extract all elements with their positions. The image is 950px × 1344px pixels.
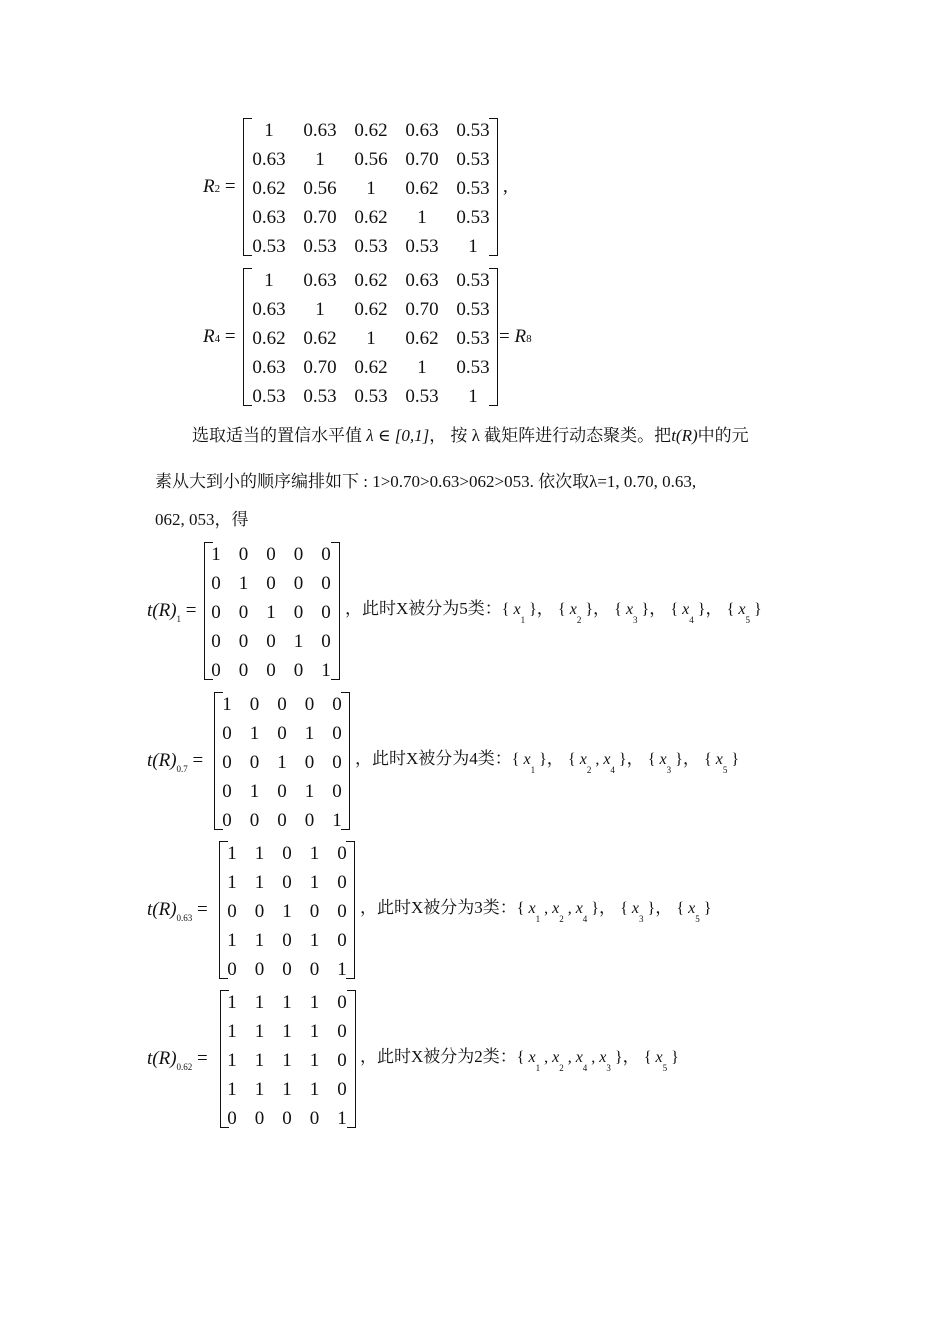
matrix-cell: 1 [315, 149, 325, 170]
matrix-cell: 0 [222, 781, 232, 802]
matrix-cell: 0 [238, 631, 249, 652]
group-separator: ， [626, 749, 648, 768]
matrix-cell: 1 [254, 930, 265, 951]
matrix-cell: 0 [309, 1108, 320, 1129]
matrix-cell: 0.63 [405, 120, 439, 141]
group-separator: ， [655, 898, 677, 917]
paragraph-text-a: 选取适当的置信水平值 [192, 426, 362, 445]
matrix-cell: 0 [277, 694, 287, 715]
matrix-cell: 0.63 [252, 207, 286, 228]
matrix-cell: 0 [304, 810, 315, 831]
matrix-cell: 0 [211, 573, 221, 594]
matrix-cell: 0 [222, 810, 232, 831]
matrix-cell: 0 [277, 810, 287, 831]
matrix-cell: 0 [321, 573, 331, 594]
matrix-cell: 1 [282, 1079, 292, 1100]
matrix-cell: 1 [309, 1050, 320, 1071]
cut-matrix-lhs [147, 750, 203, 774]
matrix-cell: 0 [254, 1108, 265, 1129]
matrix-cell: 0.53 [456, 178, 490, 199]
x-subscript: 5 [745, 615, 751, 625]
x-variable: x [682, 601, 690, 618]
x-subscript: 2 [559, 914, 564, 924]
matrix-cell: 0 [266, 573, 276, 594]
matrix-cell: 0.53 [456, 120, 490, 141]
matrix-cell: 1 [321, 660, 331, 681]
cluster-group: { $x_1$ } [501, 601, 537, 625]
x-subscript: 1 [535, 914, 541, 924]
matrix-cell: 0 [337, 992, 347, 1013]
matrix-cell: 0.70 [405, 149, 439, 170]
matrix-cell: 0.53 [252, 386, 286, 407]
x-variable: x [552, 1049, 560, 1066]
matrix-cell: 0.53 [456, 357, 490, 378]
matrix-cell: 1 [282, 1021, 292, 1042]
matrix-cell: 0.62 [354, 207, 388, 228]
matrix-cell: 1 [264, 270, 274, 291]
tr-symbol: t(R) [671, 426, 698, 445]
cut-matrix-lhs [147, 899, 208, 923]
x-subscript: 5 [662, 1063, 668, 1073]
caption-text: ，此时X被分为3类： [360, 898, 517, 917]
matrix-cell: 0.63 [405, 270, 439, 291]
matrix-cell: 0 [222, 752, 232, 773]
matrix-cell: 0.53 [303, 386, 337, 407]
matrix-cell: 0.70 [303, 207, 337, 228]
caption-text: ，此时X被分为4类： [355, 749, 512, 768]
caption-text: ，此时X被分为2类： [360, 1047, 517, 1066]
matrix-cell: 0 [282, 872, 292, 893]
matrix-subscript: 4 [214, 333, 221, 345]
matrix-cell: 1 [227, 930, 237, 951]
matrix-cell: 0.70 [303, 357, 337, 378]
matrix-symbol: R [514, 326, 527, 347]
matrix-cell: 0.63 [252, 149, 286, 170]
matrix-cell: 0 [304, 752, 315, 773]
matrix-cell: 0 [309, 901, 320, 922]
matrix-cell: 0 [321, 544, 331, 565]
matrix-cell: 0 [277, 723, 287, 744]
matrix-cell: 0.53 [456, 270, 490, 291]
matrix-cell: 1 [266, 602, 276, 623]
cluster-group: { $x_5$ } [676, 900, 712, 924]
matrix-cell: 1 [227, 1079, 237, 1100]
cluster-group: { $x_3$ } [647, 751, 683, 775]
matrix-cell: 0.53 [252, 236, 286, 257]
matrix-cell: 1 [264, 120, 274, 141]
x-variable: x [738, 601, 746, 618]
matrix-cell: 0 [337, 1021, 347, 1042]
matrix-cell: 0.63 [303, 270, 337, 291]
cluster-group: { $x_3$ } [620, 900, 656, 924]
x-variable: x [528, 900, 536, 917]
x-variable: x [569, 601, 577, 618]
x-subscript: 3 [606, 1063, 611, 1073]
matrix-cell: 0 [249, 810, 260, 831]
matrix-cell: 1 [254, 1050, 265, 1071]
matrix-cell: 1 [315, 299, 325, 320]
matrix-cell: 0 [332, 723, 342, 744]
matrix-cell: 0 [293, 544, 304, 565]
matrix-cell: 0 [266, 631, 276, 652]
lambda-range: λ ∈ [0,1] [366, 426, 430, 445]
x-subscript: 2 [576, 615, 582, 625]
caption-text: ，此时X被分为5类： [345, 599, 502, 618]
matrix-cell: 0.62 [354, 120, 388, 141]
matrix-cell: 1 [227, 872, 237, 893]
x-subscript: 4 [582, 914, 588, 924]
x-subscript: 5 [695, 914, 700, 924]
matrix-cell: 1 [254, 843, 265, 864]
x-subscript: 3 [639, 914, 644, 924]
x-variable: x [575, 900, 583, 917]
matrix-subscript: 8 [526, 333, 532, 345]
matrix-cell: 1 [254, 1079, 265, 1100]
cluster-caption [345, 598, 762, 625]
x-variable: x [603, 751, 611, 768]
matrix-cell: 0.53 [303, 236, 337, 257]
x-subscript: 5 [722, 765, 728, 775]
matrix-cell: 0.62 [252, 328, 286, 349]
equals-sign: = [192, 1048, 208, 1069]
matrix-cell: 1 [468, 236, 478, 257]
matrix-cell: 0.53 [354, 386, 388, 407]
equals-sign: = [499, 326, 515, 347]
matrix-cell: 1 [227, 992, 237, 1013]
matrix-cell: 0 [282, 843, 292, 864]
cluster-caption [360, 897, 712, 924]
x-variable: x [655, 1049, 663, 1066]
matrix-cell: 0 [211, 602, 221, 623]
matrix-cell: 0 [227, 901, 237, 922]
matrix-cell: 0.62 [354, 270, 388, 291]
matrix-cell: 1 [332, 810, 342, 831]
x-variable: x [631, 900, 640, 917]
group-separator: ， [682, 749, 705, 768]
x-variable: x [599, 1049, 607, 1066]
cut-level: 1 [176, 614, 182, 624]
matrix-cell: 1 [222, 694, 232, 715]
matrix-cell: 0 [254, 959, 265, 980]
matrix-cell: 0 [282, 930, 292, 951]
x-subscript: 4 [610, 765, 615, 775]
cut-level: 0.62 [176, 1062, 193, 1072]
matrix-cell: 0 [321, 631, 331, 652]
matrix-cell: 1 [304, 723, 315, 744]
matrix-cell: 0 [254, 901, 265, 922]
cut-level: 0.7 [176, 764, 188, 774]
matrix-cell: 0 [332, 781, 342, 802]
matrix-cell: 0 [332, 752, 342, 773]
matrix-cell: 1 [227, 1050, 237, 1071]
group-separator: ， [705, 599, 727, 618]
x-variable: x [715, 751, 723, 768]
matrix-cell: 1 [282, 901, 292, 922]
matrix-cell: 0 [337, 1079, 347, 1100]
matrix-cell: 1 [304, 781, 315, 802]
matrix-cell: 1 [468, 386, 478, 407]
matrix-cell: 0.56 [354, 149, 388, 170]
matrix-cell: 1 [366, 178, 376, 199]
matrix-cell: 0 [337, 930, 347, 951]
group-separator: ， [536, 599, 559, 618]
matrix-cell: 0.56 [303, 178, 337, 199]
matrix-cell: 0.63 [252, 357, 286, 378]
x-subscript: 2 [559, 1063, 564, 1073]
x-subscript: 1 [535, 1063, 541, 1073]
matrix-cell: 0.53 [456, 149, 490, 170]
matrix-cell: 1 [366, 328, 376, 349]
matrix-cell: 0 [211, 660, 221, 681]
paragraph-line-1 [192, 425, 749, 447]
equals-sign: = [181, 600, 197, 621]
matrix-cell: 0 [282, 959, 292, 980]
matrix-cell: 0 [337, 843, 347, 864]
equals-sign: = [220, 176, 236, 197]
matrix-cell: 0 [266, 544, 276, 565]
cut-matrix-lhs [147, 1048, 208, 1072]
matrix-cell: 0.53 [456, 299, 490, 320]
cluster-group: { $x_1$ , $x_2$ , $x_4$ , $x_3$ } [516, 1049, 623, 1073]
x-variable: x [579, 751, 587, 768]
paragraph-line-2 [155, 471, 696, 493]
equation-lhs [203, 326, 236, 350]
x-variable: x [552, 900, 560, 917]
matrix-cell: 0.53 [456, 207, 490, 228]
matrix-cell: 0 [238, 544, 249, 565]
matrix-cell: 1 [293, 631, 304, 652]
matrix-cell: 0.53 [405, 386, 439, 407]
cut-level: 0.63 [176, 913, 193, 923]
cluster-group: { $x_4$ } [670, 601, 706, 625]
x-variable: x [688, 900, 696, 917]
matrix-cell: 0.63 [252, 299, 286, 320]
matrix-cell: 0 [238, 602, 249, 623]
matrix-cell: 1 [282, 1050, 292, 1071]
matrix-cell: 1 [337, 959, 347, 980]
matrix-cell: 1 [238, 573, 249, 594]
cut-symbol: t(R) [147, 600, 177, 621]
x-subscript: 3 [666, 765, 672, 775]
matrix-cell: 0 [337, 872, 347, 893]
matrix-cell: 0.62 [405, 328, 439, 349]
matrix-cell: 1 [417, 357, 427, 378]
cluster-group: { $x_5$ } [726, 601, 762, 625]
equation-trailing [499, 326, 532, 350]
matrix-cell: 0 [332, 694, 342, 715]
group-separator: ， [546, 749, 569, 768]
matrix-cell: 0 [222, 723, 232, 744]
matrix-cell: 1 [309, 843, 320, 864]
matrix-cell: 1 [227, 1021, 237, 1042]
x-variable: x [523, 751, 531, 768]
matrix-cell: 1 [309, 872, 320, 893]
equation-trailing: , [503, 176, 508, 197]
cut-symbol: t(R) [147, 750, 177, 771]
x-variable: x [575, 1049, 583, 1066]
x-variable: x [513, 601, 521, 618]
paragraph-line-3-text: 062, 053，得 [155, 510, 249, 529]
group-separator: ， [593, 599, 615, 618]
matrix-cell: 0 [277, 781, 287, 802]
matrix-cell: 0.62 [354, 299, 388, 320]
paragraph-line-3 [155, 509, 249, 531]
matrix-cell: 1 [309, 1079, 320, 1100]
group-separator: ， [622, 1047, 644, 1066]
matrix-cell: 0.53 [405, 236, 439, 257]
matrix-cell: 0.62 [405, 178, 439, 199]
equation-lhs [203, 176, 236, 200]
matrix-cell: 1 [277, 752, 287, 773]
x-variable: x [659, 751, 667, 768]
matrix-cell: 1 [417, 207, 427, 228]
x-subscript: 3 [633, 615, 638, 625]
equals-sign: = [220, 326, 236, 347]
matrix-cell: 0 [282, 1108, 292, 1129]
x-subscript: 4 [582, 1063, 588, 1073]
matrix-cell: 1 [211, 544, 221, 565]
cluster-group: { $x_5$ } [704, 751, 740, 775]
matrix-cell: 0 [293, 602, 304, 623]
matrix-cell: 0 [238, 660, 249, 681]
matrix-cell: 0.53 [456, 328, 490, 349]
equals-sign: = [187, 750, 204, 771]
cluster-group: { $x_2$ } [558, 601, 593, 625]
matrix-cell: 1 [309, 930, 320, 951]
matrix-cell: 0 [227, 1108, 237, 1129]
matrix-cell: 1 [249, 723, 260, 744]
paragraph-text-c: 中的元 [697, 426, 749, 445]
cut-symbol: t(R) [147, 1048, 177, 1069]
matrix-cell: 1 [227, 843, 237, 864]
cut-symbol: t(R) [147, 899, 177, 920]
matrix-cell: 0 [211, 631, 221, 652]
x-variable: x [625, 601, 634, 618]
matrix-cell: 1 [337, 1108, 347, 1129]
matrix-cell: 1 [254, 992, 265, 1013]
x-subscript: 1 [530, 765, 536, 775]
matrix-cell: 0 [249, 694, 260, 715]
matrix-cell: 0 [309, 959, 320, 980]
cut-matrix-lhs [147, 600, 197, 624]
x-subscript: 1 [520, 615, 526, 625]
matrix-cell: 0 [293, 573, 304, 594]
matrix-cell: 0 [304, 694, 315, 715]
matrix-symbol: R [203, 326, 215, 347]
matrix-cell: 0.62 [303, 328, 337, 349]
cluster-group: { $x_1$ , $x_2$ , $x_4$ } [516, 900, 599, 924]
matrix-cell: 0 [227, 959, 237, 980]
paragraph-line-2-text: 素从大到小的顺序编排如下 : 1>0.70>0.63>062>053. 依次取λ=1, 0.70, 0.63, [155, 472, 697, 491]
group-separator: ， [598, 898, 621, 917]
matrix-cell: 0.62 [252, 178, 286, 199]
x-subscript: 2 [586, 765, 592, 775]
matrix-cell: 0.63 [303, 120, 337, 141]
x-variable: x [528, 1049, 536, 1066]
cluster-group: { $x_5$ } [643, 1049, 679, 1073]
matrix-cell: 0 [266, 660, 276, 681]
matrix-cell: 0 [293, 660, 304, 681]
matrix-cell: 1 [249, 781, 260, 802]
matrix-cell: 0 [249, 752, 260, 773]
matrix-cell: 0 [337, 1050, 347, 1071]
matrix-cell: 0.62 [354, 357, 388, 378]
matrix-cell: 1 [309, 992, 320, 1013]
x-subscript: 4 [689, 615, 694, 625]
matrix-subscript: 2 [214, 183, 221, 195]
paragraph-text-b: ， 按 λ 截矩阵进行动态聚类。把 [429, 426, 672, 445]
group-separator: ， [649, 599, 671, 618]
cluster-caption [355, 748, 740, 775]
matrix-cell: 1 [254, 1021, 265, 1042]
matrix-cell: 1 [282, 992, 292, 1013]
matrix-cell: 1 [254, 872, 265, 893]
cluster-group: { $x_3$ } [614, 601, 650, 625]
equals-sign: = [192, 899, 208, 920]
matrix-symbol: R [203, 176, 215, 197]
matrix-cell: 1 [309, 1021, 320, 1042]
matrix-cell: 0 [337, 901, 347, 922]
matrix-cell: 0.70 [405, 299, 439, 320]
cluster-group: { $x_1$ } [511, 751, 547, 775]
matrix-cell: 0.53 [354, 236, 388, 257]
matrix-cell: 0 [321, 602, 331, 623]
cluster-group: { $x_2$ , $x_4$ } [568, 751, 627, 775]
cluster-caption [360, 1046, 679, 1073]
